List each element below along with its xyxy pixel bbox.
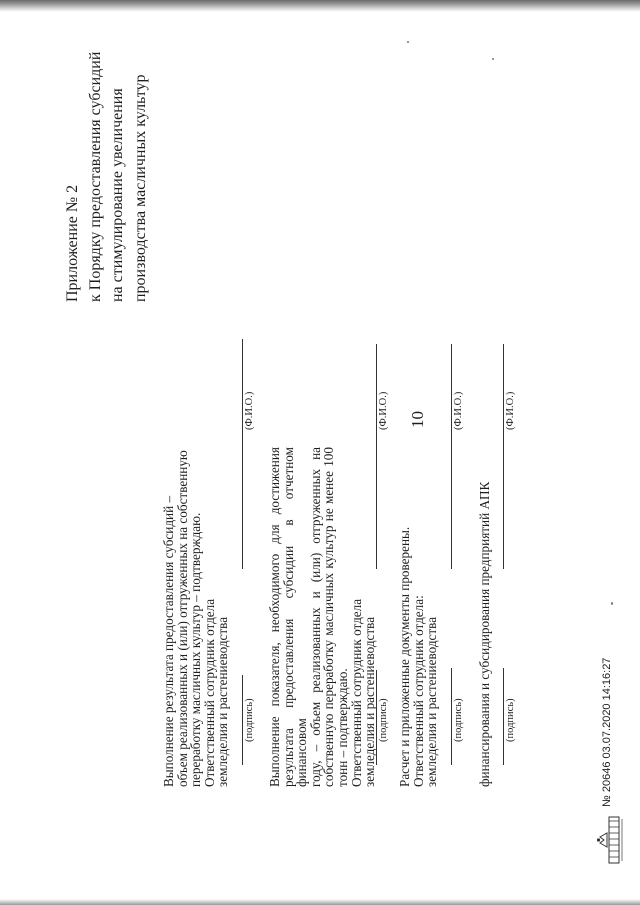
paragraph-line: земледелия и растениеводства [424, 616, 440, 787]
paragraph-line: переработку масличных культур – подтверждаю. [188, 512, 204, 787]
name-line [503, 344, 504, 569]
signature-caption: (подпись) [505, 698, 516, 742]
appendix-line: производства масличных культур [131, 74, 149, 302]
signature-line [242, 675, 243, 765]
paragraph-line: результата предоставления субсидии в отчетном финансовом [280, 447, 310, 787]
signature-caption: (подпись) [453, 698, 464, 742]
appendix-heading [62, 52, 152, 302]
paragraph-line: объем реализованных и (или) отгруженных на собственную [174, 450, 190, 787]
paragraph-line: Ответственный сотрудник отдела [201, 598, 217, 787]
paragraph-line: Ответственный сотрудник отдела: [410, 595, 426, 787]
appendix-line: Приложение № 2 [64, 184, 81, 302]
name-caption: (Ф.И.О.) [244, 391, 255, 430]
signature-caption: (подпись) [378, 698, 389, 742]
paragraph-line: финансирования и субсидирования предприятий АПК [477, 481, 492, 787]
name-caption: (Ф.И.О.) [453, 391, 464, 430]
finance-department-block [478, 482, 492, 787]
registration-stamp-icon [595, 815, 625, 865]
paragraph-line: Ответственный сотрудник отдела [348, 598, 364, 787]
name-caption: (Ф.И.О.) [505, 391, 516, 430]
confirmation-block-1 [162, 450, 230, 787]
signature-line [376, 670, 377, 765]
registration-number: № 20646 03.07.2020 14:16:27 [601, 657, 613, 807]
confirmation-block-2 [268, 447, 377, 787]
paragraph-line: земледелия и растениеводства [362, 616, 378, 787]
paragraph-line: тонн – подтверждаю. [334, 668, 350, 787]
name-caption: (Ф.И.О.) [378, 391, 389, 430]
paragraph-line: Выполнение результата предоставления субсидий – [161, 495, 176, 787]
name-line [451, 344, 452, 569]
paragraph-line: собственную переработку масличных культур не менее 100 [321, 447, 337, 787]
appendix-line: к Порядку предоставления субсидий [86, 51, 104, 302]
paragraph-line: Расчет и приложенные документы проверены. [397, 526, 412, 787]
signature-line [451, 668, 452, 765]
paragraph-line: земледелия и растениеводства [215, 616, 231, 787]
paragraph-line: Выполнение показателя, необходимого для достижения [267, 447, 282, 787]
paragraph-line: году, – объем реализованных и (или) отгруженных на [307, 447, 323, 787]
name-line [376, 344, 377, 569]
signature-caption: (подпись) [244, 698, 255, 742]
signature-line [503, 668, 504, 765]
appendix-line: на стимулирование увеличения [109, 88, 126, 302]
verification-block [398, 527, 439, 787]
page-number: 10 [408, 411, 427, 428]
name-line [242, 339, 243, 569]
